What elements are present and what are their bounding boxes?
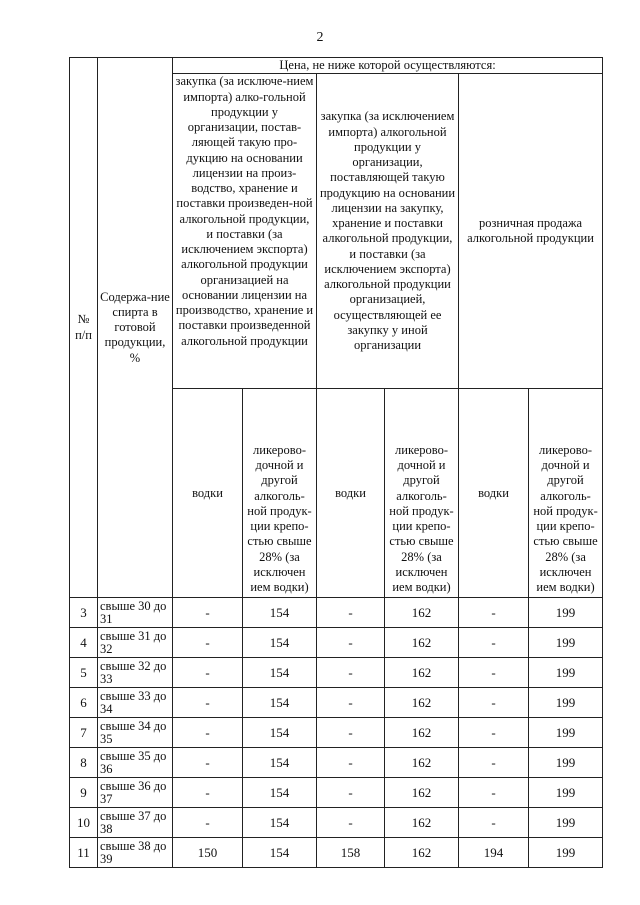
price-liquor: 199 [529, 628, 603, 658]
header-group-wholesale: закупка (за исключением импорта) алкогольной продукции у организации, поставляющей такую продукцию на основании лицензии на закупку, хранение и поставки алкогольной продукции, и поставки (за исключением экспорта) алкогольной продукции организацией, осуществляющей ее закупку у иной организации [317, 74, 459, 389]
spirit-range: свыше 30 до 31 [98, 598, 173, 628]
table-row [70, 658, 603, 688]
price-vodka: - [459, 778, 529, 808]
price-liquor: 199 [529, 718, 603, 748]
price-liquor: 199 [529, 838, 603, 868]
price-vodka: - [173, 718, 243, 748]
header-group-producer: закупка (за исключе-нием импорта) алко-гольной продукции у организации, постав-ляющей такую про-дукцию на основании лицензии на произ-водство, хранение и поставки произведен-ной алкогольной продукции, и поставки (за исключением экспорта) алкогольной продукции организацией на основании лицензии на производство, хранение и поставки произведенной алкогольной продукции [173, 74, 317, 389]
price-liquor: 199 [529, 688, 603, 718]
price-liquor: 154 [243, 658, 317, 688]
table-row [70, 598, 603, 628]
header-sub-liquor: ликерово-дочной и другой алкоголь-ной продук-ции крепо-стью свыше 28% (за исключен ием водки) [529, 389, 603, 598]
price-liquor: 154 [243, 688, 317, 718]
table-row [70, 688, 603, 718]
page-number: 2 [316, 30, 324, 45]
price-vodka: 150 [173, 838, 243, 868]
price-vodka: - [173, 598, 243, 628]
price-vodka: - [317, 688, 385, 718]
price-vodka: - [459, 628, 529, 658]
table-row [70, 808, 603, 838]
spirit-range: свыше 33 до 34 [98, 688, 173, 718]
header-sub-vodka: водки [459, 389, 529, 598]
spirit-range: свыше 32 до 33 [98, 658, 173, 688]
header-num: № п/п [70, 58, 98, 598]
table-row [70, 748, 603, 778]
price-vodka: - [173, 778, 243, 808]
price-vodka: - [459, 808, 529, 838]
spirit-range: свыше 35 до 36 [98, 748, 173, 778]
price-liquor: 154 [243, 598, 317, 628]
price-liquor: 199 [529, 748, 603, 778]
price-vodka: - [459, 748, 529, 778]
table-row [70, 628, 603, 658]
price-vodka: - [459, 598, 529, 628]
header-sub-liquor: ликерово-дочной и другой алкоголь-ной продук-ции крепо-стью свыше 28% (за исключен ием водки) [243, 389, 317, 598]
header-group-retail: розничная продажа алкогольной продукции [459, 74, 603, 389]
spirit-range: свыше 36 до 37 [98, 778, 173, 808]
table-row [70, 778, 603, 808]
price-vodka: - [317, 778, 385, 808]
price-liquor: 162 [385, 598, 459, 628]
price-liquor: 154 [243, 808, 317, 838]
price-liquor: 162 [385, 748, 459, 778]
table-row [70, 838, 603, 868]
row-number: 10 [70, 808, 98, 838]
row-number: 11 [70, 838, 98, 868]
spirit-range: свыше 38 до 39 [98, 838, 173, 868]
price-liquor: 199 [529, 808, 603, 838]
row-number: 6 [70, 688, 98, 718]
row-number: 7 [70, 718, 98, 748]
row-number: 5 [70, 658, 98, 688]
header-sub-vodka: водки [317, 389, 385, 598]
price-liquor: 162 [385, 628, 459, 658]
price-liquor: 162 [385, 688, 459, 718]
price-vodka: - [173, 658, 243, 688]
row-number: 3 [70, 598, 98, 628]
price-liquor: 162 [385, 718, 459, 748]
price-liquor: 154 [243, 748, 317, 778]
price-liquor: 199 [529, 778, 603, 808]
price-liquor: 154 [243, 838, 317, 868]
spirit-range: свыше 37 до 38 [98, 808, 173, 838]
row-number: 8 [70, 748, 98, 778]
price-vodka: - [317, 628, 385, 658]
row-number: 9 [70, 778, 98, 808]
row-number: 4 [70, 628, 98, 658]
header-price-caption: Цена, не ниже которой осуществляются: [173, 58, 603, 74]
price-liquor: 162 [385, 808, 459, 838]
price-liquor: 162 [385, 778, 459, 808]
header-sub-liquor: ликерово-дочной и другой алкоголь-ной продук-ции крепо-стью свыше 28% (за исключен ием водки) [385, 389, 459, 598]
price-vodka: - [173, 688, 243, 718]
price-liquor: 154 [243, 778, 317, 808]
price-liquor: 199 [529, 658, 603, 688]
price-vodka: - [173, 748, 243, 778]
price-vodka: - [317, 718, 385, 748]
price-liquor: 154 [243, 718, 317, 748]
price-vodka: - [459, 718, 529, 748]
price-vodka: - [173, 628, 243, 658]
price-liquor: 154 [243, 628, 317, 658]
header-spirit-content: Содержа-ние спирта в готовой продукции, % [98, 58, 173, 598]
price-vodka: 194 [459, 838, 529, 868]
price-vodka: - [317, 658, 385, 688]
price-vodka: - [317, 748, 385, 778]
price-table [69, 57, 603, 868]
price-vodka: - [317, 808, 385, 838]
price-liquor: 162 [385, 838, 459, 868]
price-vodka: - [173, 808, 243, 838]
price-vodka: - [459, 688, 529, 718]
price-vodka: 158 [317, 838, 385, 868]
price-liquor: 162 [385, 658, 459, 688]
price-vodka: - [459, 658, 529, 688]
spirit-range: свыше 31 до 32 [98, 628, 173, 658]
header-sub-vodka: водки [173, 389, 243, 598]
price-liquor: 199 [529, 598, 603, 628]
spirit-range: свыше 34 до 35 [98, 718, 173, 748]
price-vodka: - [317, 598, 385, 628]
table-row [70, 718, 603, 748]
